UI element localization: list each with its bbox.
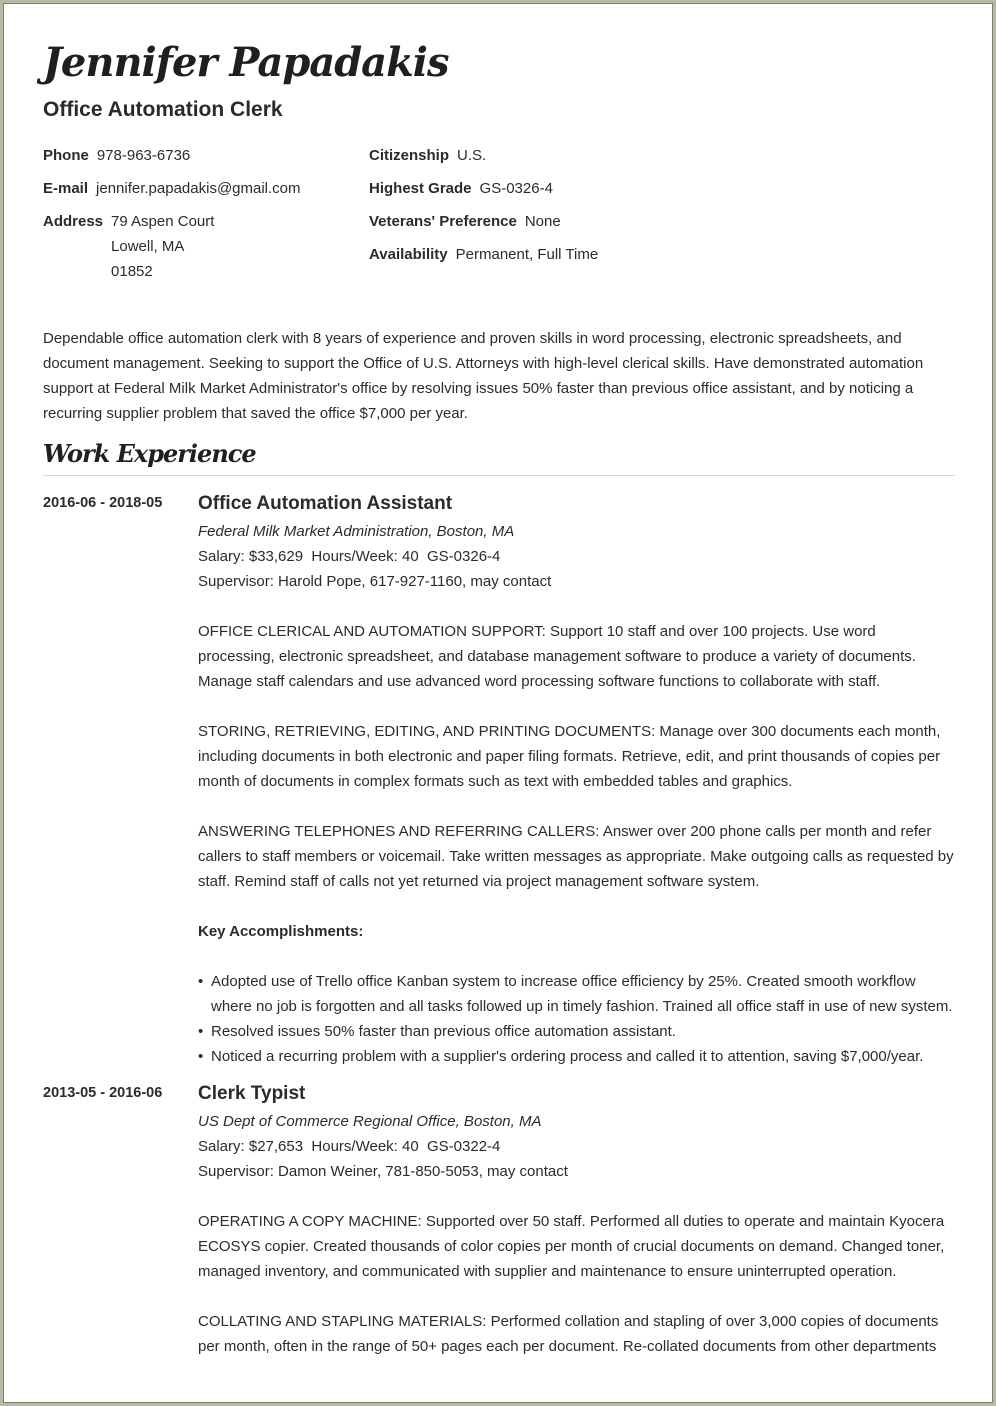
job-dates: 2013-05 - 2016-06	[43, 1085, 163, 1101]
citizenship-value: U.S.	[457, 147, 487, 164]
job-title: Clerk Typist	[198, 1083, 306, 1104]
accomplishment-item: • Adopted use of Trello office Kanban system to increase office efficiency by 25%. Created smooth workflow where no job is forgotten and all tasks followed up in timely fashion. Trained all office staff in use of new system.	[198, 969, 955, 1019]
address-value	[111, 209, 214, 284]
job-salary-line: Salary: $33,629 Hours/Week: 40 GS-0326-4	[198, 548, 501, 565]
contact-info	[43, 143, 301, 292]
job-supervisor-line: Supervisor: Damon Weiner, 781-850-5053, may contact	[198, 1163, 568, 1180]
accomplishment-item: • Resolved issues 50% faster than previous office automation assistant.	[198, 1019, 955, 1044]
email-label: E-mail	[43, 180, 89, 197]
candidate-name: Jennifer Papadakis	[43, 39, 449, 86]
accomplishments-heading: Key Accomplishments:	[198, 923, 364, 940]
accomplishments-list	[198, 969, 955, 1069]
job-organization: Federal Milk Market Administration, Boston, MA	[198, 523, 515, 540]
citizenship-row	[369, 143, 598, 168]
availability-label: Availability	[369, 246, 448, 263]
job-duty-paragraph: ANSWERING TELEPHONES AND REFERRING CALLERS: Answer over 200 phone calls per month and refer callers to staff members or voicemail. Take written messages as appropriate. Make outgoing calls as requested by staff. Remind staff of calls not yet returned via project management software system.	[198, 823, 954, 890]
work-experience-heading: Work Experience	[43, 439, 256, 468]
job-title: Office Automation Assistant	[198, 493, 453, 514]
candidate-title: Office Automation Clerk	[43, 98, 283, 121]
grade-label: Highest Grade	[369, 180, 472, 197]
email-row	[43, 176, 301, 201]
address-line-3: 01852	[111, 263, 153, 280]
job-entry	[43, 1081, 955, 1359]
address-row	[43, 209, 301, 284]
federal-details	[369, 143, 598, 275]
job-dates: 2016-06 - 2018-05	[43, 495, 163, 511]
job-duty-paragraph: STORING, RETRIEVING, EDITING, AND PRINTING DOCUMENTS: Manage over 300 documents each month, including documents in both electronic and paper filing formats. Retrieve, edit, and print thousands of copies per month of documents in complex formats such as text with embedded tables and graphics.	[198, 723, 941, 790]
grade-value: GS-0326-4	[479, 180, 553, 197]
veterans-label: Veterans' Preference	[369, 213, 517, 230]
email-value: jennifer.papadakis@gmail.com	[96, 180, 301, 197]
job-supervisor-line: Supervisor: Harold Pope, 617-927-1160, may contact	[198, 573, 552, 590]
job-entry	[43, 491, 955, 1069]
citizenship-label: Citizenship	[369, 147, 450, 164]
job-body	[198, 1081, 955, 1359]
summary-paragraph: Dependable office automation clerk with 8 years of experience and proven skills in word processing, electronic spreadsheets, and document management. Seeking to support the Office of U.S. Attorneys with high-level clerical skills. Have demonstrated automation support at Federal Milk Market Administrator's office by resolving issues 50% faster than previous office assistant, and by noticing a recurring supplier problem that saved the office $7,000 per year.	[43, 330, 924, 422]
address-line-2: Lowell, MA	[111, 238, 185, 255]
phone-row	[43, 143, 301, 168]
job-duty-paragraph: COLLATING AND STAPLING MATERIALS: Performed collation and stapling of over 3,000 copies of documents per month, often in the range of 50+ pages each per document. Re-collated documents from other departments	[198, 1313, 939, 1355]
job-body	[198, 491, 955, 1069]
address-line-1: 79 Aspen Court	[111, 213, 215, 230]
job-salary-line: Salary: $27,653 Hours/Week: 40 GS-0322-4	[198, 1138, 501, 1155]
accomplishment-item: • Noticed a recurring problem with a supplier's ordering process and called it to attention, saving $7,000/year.	[198, 1044, 955, 1069]
job-duty-paragraph: OPERATING A COPY MACHINE: Supported over 50 staff. Performed all duties to operate and maintain Kyocera ECOSYS copier. Created thousands of color copies per month of crucial documents on demand. Changed toner, managed inventory, and communicated with supplier and maintenance to ensure uninterrupted operation.	[198, 1213, 945, 1280]
grade-row	[369, 176, 598, 201]
availability-row	[369, 242, 598, 267]
section-divider	[43, 475, 955, 476]
address-label: Address	[43, 213, 104, 230]
phone-label: Phone	[43, 147, 89, 164]
veterans-value: None	[524, 213, 561, 230]
availability-value: Permanent, Full Time	[455, 246, 599, 263]
phone-value: 978-963-6736	[96, 147, 191, 164]
veterans-row	[369, 209, 598, 234]
job-organization: US Dept of Commerce Regional Office, Boston, MA	[198, 1113, 542, 1130]
job-duty-paragraph: OFFICE CLERICAL AND AUTOMATION SUPPORT: Support 10 staff and over 100 projects. Use word processing, electronic spreadsheet, and database management software to produce a variety of documents. Manage staff calendars and use advanced word processing software functions to collaborate with staff.	[198, 623, 916, 690]
